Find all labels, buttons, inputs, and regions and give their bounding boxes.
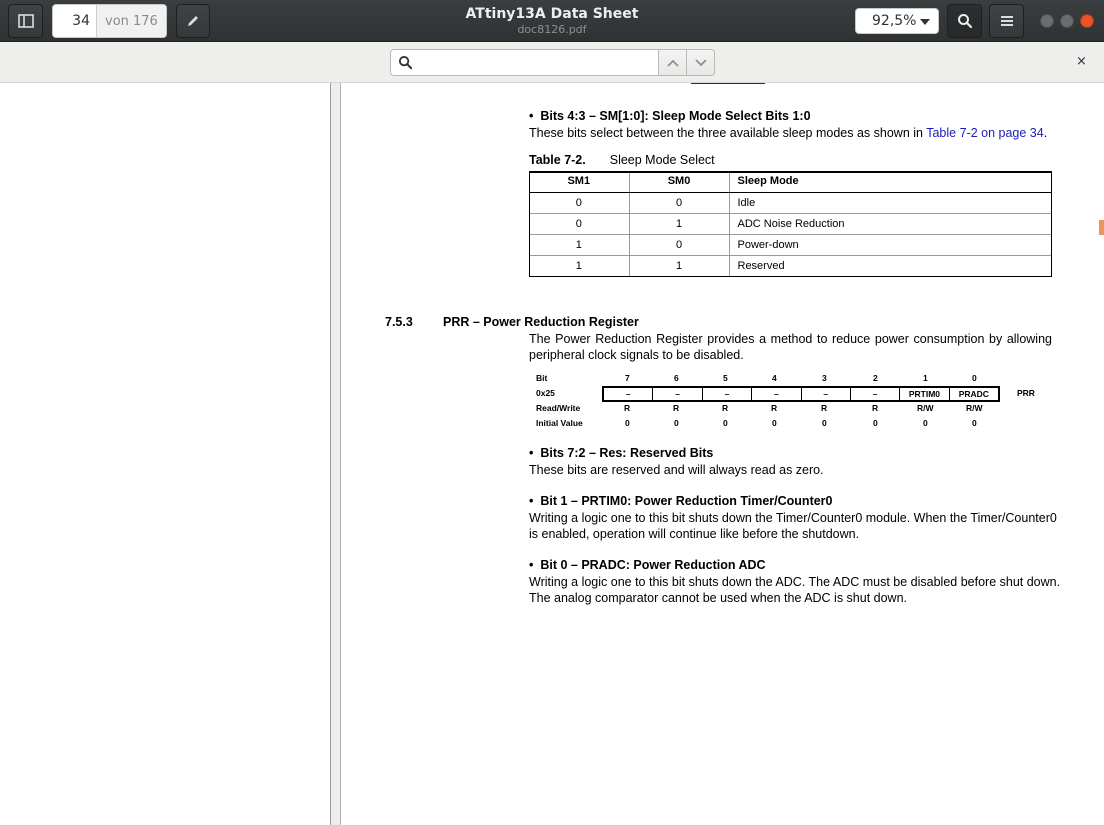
- zoom-value: 92,5%: [872, 13, 917, 29]
- register-bit-label: Bit: [536, 373, 548, 383]
- bits72-text: These bits are reserved and will always read as zero.: [529, 463, 824, 477]
- register-init: 0: [873, 418, 878, 428]
- table-cell: 1: [529, 255, 629, 276]
- scrollbar-thumb[interactable]: [1099, 220, 1104, 235]
- register-init-label: Initial Value: [536, 418, 583, 428]
- find-previous-button[interactable]: [658, 49, 687, 76]
- register-init: 0: [772, 418, 777, 428]
- register-field: –: [851, 388, 900, 400]
- register-field: –: [802, 388, 851, 400]
- table-cell: 0: [629, 192, 729, 213]
- prr-description-line1: The Power Reduction Register provides a method to reduce power consumption by allowing: [529, 332, 1052, 346]
- page-border-gap: [330, 83, 341, 825]
- register-rw-label: Read/Write: [536, 403, 581, 413]
- table-cell: Idle: [729, 192, 1052, 213]
- register-init: 0: [923, 418, 928, 428]
- vertical-scrollbar[interactable]: [1097, 83, 1104, 825]
- document-page: [341, 83, 1097, 825]
- bits43-text: These bits select between the three available sleep modes as shown in Table 7-2 on page 34.: [529, 126, 1048, 140]
- register-rw: R: [872, 403, 879, 413]
- sidebar-toggle-button[interactable]: [8, 4, 43, 38]
- window-title: ATtiny13A Data Sheet: [465, 6, 639, 22]
- register-field: –: [703, 388, 752, 400]
- chevron-up-icon: [666, 58, 680, 68]
- table-cell: ADC Noise Reduction: [729, 213, 1052, 234]
- register-rw: R/W: [917, 403, 934, 413]
- register-init: 0: [723, 418, 728, 428]
- table-cell: 1: [629, 255, 729, 276]
- register-field: PRADC: [958, 389, 989, 399]
- table-header-row: [529, 171, 1052, 192]
- zoom-select[interactable]: [855, 8, 939, 34]
- find-input[interactable]: [390, 49, 659, 76]
- window-subtitle: doc8126.pdf: [517, 23, 587, 36]
- table-cell: Reserved: [729, 255, 1052, 276]
- bit0-text-line1: Writing a logic one to this bit shuts down the ADC. The ADC must be disabled before shut down.: [529, 575, 1061, 589]
- register-bit-7: 7: [625, 373, 630, 383]
- prr-description-line2: peripheral clock signals to be disabled.: [529, 348, 744, 362]
- bits43-heading: • Bits 4:3 – SM[1:0]: Sleep Mode Select Bits 1:0: [529, 109, 811, 123]
- register-fields: [602, 386, 1000, 402]
- register-bit-0: 0: [972, 373, 977, 383]
- section-number: 7.5.3: [385, 315, 413, 329]
- table-cell: 0: [529, 213, 629, 234]
- register-init: 0: [674, 418, 679, 428]
- header-bar: [0, 0, 1104, 42]
- prev-link-fragment: [691, 83, 765, 84]
- sidebar-toggle-icon: [18, 14, 34, 28]
- total-pages-label: von 176: [97, 5, 166, 37]
- register-rw: R: [722, 403, 729, 413]
- minimize-icon[interactable]: [1040, 14, 1054, 28]
- sidebar-panel: [0, 83, 330, 825]
- register-address: 0x25: [536, 388, 555, 398]
- table-row: [529, 213, 1052, 234]
- register-bit-1: 1: [923, 373, 928, 383]
- table-row: [529, 255, 1052, 276]
- table-cell: Power-down: [729, 234, 1052, 255]
- maximize-icon[interactable]: [1060, 14, 1074, 28]
- register-init: 0: [822, 418, 827, 428]
- table-caption: Table 7-2. Sleep Mode Select: [529, 153, 715, 167]
- register-bit-5: 5: [723, 373, 728, 383]
- page-number-entry[interactable]: [52, 4, 167, 38]
- register-field: PRTIM0: [900, 388, 949, 400]
- find-bar: [0, 42, 1104, 83]
- chevron-down-icon: [920, 19, 930, 25]
- register-name: PRR: [1017, 388, 1035, 398]
- register-bit-3: 3: [822, 373, 827, 383]
- table-row: [529, 234, 1052, 255]
- register-rw: R: [821, 403, 828, 413]
- register-rw: R: [771, 403, 778, 413]
- bit0-heading: • Bit 0 – PRADC: Power Reduction ADC: [529, 558, 766, 572]
- section-title: PRR – Power Reduction Register: [443, 315, 639, 329]
- register-field: –: [653, 388, 702, 400]
- find-close-button[interactable]: ×: [1076, 54, 1087, 69]
- register-init: 0: [972, 418, 977, 428]
- sleep-mode-table: [529, 171, 1052, 277]
- bits72-heading: • Bits 7:2 – Res: Reserved Bits: [529, 446, 714, 460]
- register-init: 0: [625, 418, 630, 428]
- bit1-text-line1: Writing a logic one to this bit shuts down the Timer/Counter0 module. When the Timer/Counter0: [529, 511, 1057, 525]
- table-header-sm1: SM1: [529, 171, 629, 192]
- search-icon: [957, 13, 973, 29]
- pencil-icon: [186, 14, 200, 28]
- table-header-sm0: SM0: [629, 171, 729, 192]
- bit1-text-line2: is enabled, operation will continue like before the shutdown.: [529, 527, 860, 541]
- hamburger-menu-icon: [1000, 15, 1014, 27]
- register-bit-4: 4: [772, 373, 777, 383]
- table-cell: 1: [629, 213, 729, 234]
- search-icon: [398, 55, 413, 70]
- table-row: [529, 192, 1052, 213]
- register-field: –: [604, 388, 653, 400]
- find-next-button[interactable]: [686, 49, 715, 76]
- main-menu-button[interactable]: [989, 4, 1024, 38]
- register-rw: R/W: [966, 403, 983, 413]
- window-title-block: [400, 5, 704, 36]
- annotate-button[interactable]: [176, 4, 210, 38]
- register-field: –: [752, 388, 801, 400]
- register-rw: R: [624, 403, 631, 413]
- search-toggle-button[interactable]: [947, 4, 982, 38]
- table-cell: 0: [529, 192, 629, 213]
- table-cell: 1: [529, 234, 629, 255]
- bit1-heading: • Bit 1 – PRTIM0: Power Reduction Timer/Counter0: [529, 494, 833, 508]
- register-rw: R: [673, 403, 680, 413]
- register-bit-6: 6: [674, 373, 679, 383]
- current-page-field[interactable]: 34: [53, 5, 97, 37]
- table-header-sleep-mode: Sleep Mode: [729, 171, 1052, 192]
- close-icon[interactable]: [1080, 14, 1094, 28]
- table-7-2-link[interactable]: Table 7-2 on page 34: [926, 126, 1044, 140]
- chevron-down-icon: [694, 58, 708, 68]
- bit0-text-line2: The analog comparator cannot be used when the ADC is shut down.: [529, 591, 908, 605]
- register-bit-2: 2: [873, 373, 878, 383]
- table-cell: 0: [629, 234, 729, 255]
